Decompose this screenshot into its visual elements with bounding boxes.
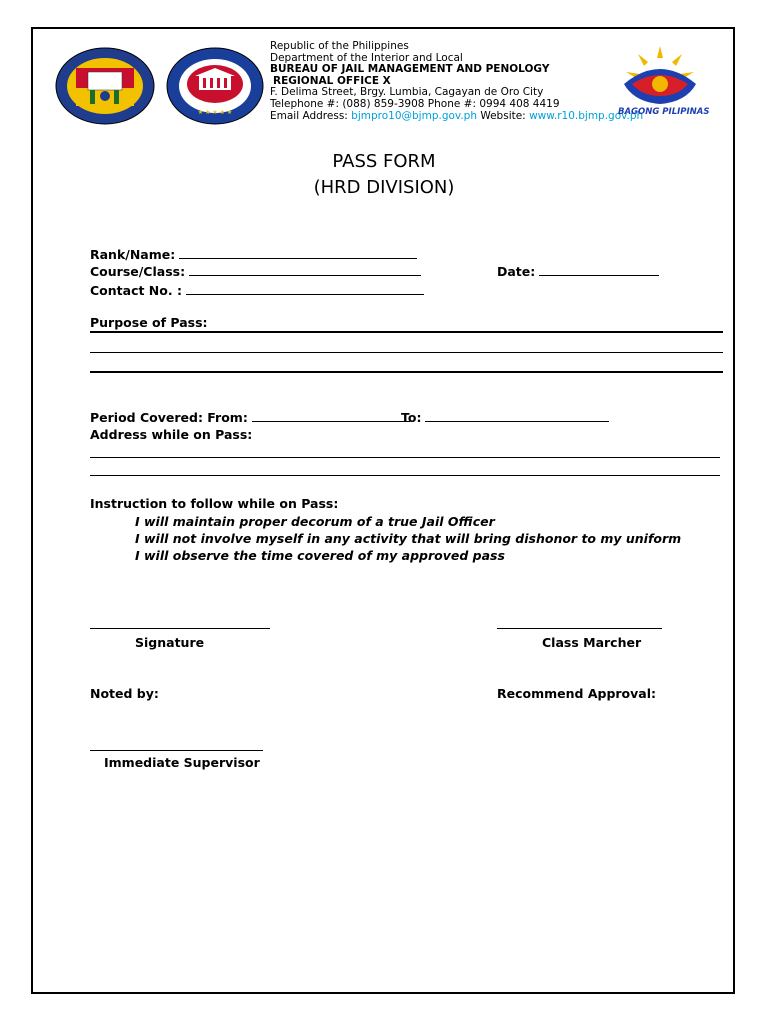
recommend-approval-label: Recommend Approval: [497, 686, 657, 701]
svg-text:★ ★ ★ ★ ★: ★ ★ ★ ★ ★ [197, 109, 233, 116]
period-from-blank[interactable] [252, 409, 410, 422]
letterhead-text [270, 41, 643, 122]
contact-blank[interactable] [186, 282, 424, 295]
date-blank[interactable] [539, 263, 659, 276]
contact-field: Contact No. : [90, 282, 424, 298]
signature-line[interactable] [90, 628, 270, 629]
supervisor-line[interactable] [90, 750, 263, 751]
form-title: PASS FORM [332, 151, 436, 172]
header-republic: Republic of the Philippines [270, 40, 409, 52]
instructions-heading: Instruction to follow while on Pass: [90, 496, 339, 511]
instruction-item: I will observe the time covered of my approved pass [135, 548, 505, 563]
address-label: Address while on Pass: [90, 427, 253, 442]
header-telephone: Telephone #: (088) 859-3908 Phone #: 0994 408 4419 [270, 97, 560, 110]
course-class-field: Course/Class: [90, 263, 421, 279]
instruction-item: I will not involve myself in any activity that will bring dishonor to my uniform [135, 531, 682, 546]
date-field: Date: [497, 263, 659, 279]
period-from-field: Period Covered: From: [90, 409, 410, 425]
form-subtitle: (HRD DIVISION) [313, 177, 455, 198]
rank-name-field: Rank/Name: [90, 246, 417, 262]
rank-name-blank[interactable] [179, 246, 417, 259]
instruction-item: I will maintain proper decorum of a true Jail Officer [135, 514, 495, 529]
regional-office-seal-logo [165, 46, 265, 126]
email-link[interactable]: bjmpro10@bjmp.gov.ph [351, 109, 477, 122]
class-marcher-label: Class Marcher [542, 635, 642, 650]
period-to-field: To: [401, 409, 609, 425]
purpose-line-3[interactable] [90, 371, 723, 373]
signature-label: Signature [135, 635, 205, 650]
purpose-line-1[interactable] [90, 331, 723, 333]
noted-by-label: Noted by: [90, 686, 159, 701]
website-link[interactable]: www.r10.bjmp.gov.ph [529, 109, 644, 122]
purpose-line-2[interactable] [90, 352, 723, 353]
header-bureau: BUREAU OF JAIL MANAGEMENT AND PENOLOGY [270, 63, 550, 76]
address-line-1[interactable] [90, 457, 720, 458]
header-contact: Email Address: bjmpro10@bjmp.gov.ph Website: www.r10.bjmp.gov.ph [270, 109, 644, 122]
supervisor-label: Immediate Supervisor [104, 755, 260, 770]
bjmp-seal-logo [54, 46, 156, 126]
header-department: Department of the Interior and Local [270, 51, 463, 64]
course-class-blank[interactable] [189, 263, 421, 276]
address-line-2[interactable] [90, 475, 720, 476]
purpose-label: Purpose of Pass: [90, 315, 208, 330]
period-to-blank[interactable] [425, 409, 609, 422]
header-address: F. Delima Street, Brgy. Lumbia, Cagayan de Oro City [270, 86, 544, 99]
bagong-pilipinas-text: BAGONG PILIPINAS [618, 107, 710, 117]
header-regional-office: REGIONAL OFFICE X [273, 74, 391, 87]
class-marcher-line[interactable] [497, 628, 662, 629]
bagong-pilipinas-logo [614, 44, 710, 120]
